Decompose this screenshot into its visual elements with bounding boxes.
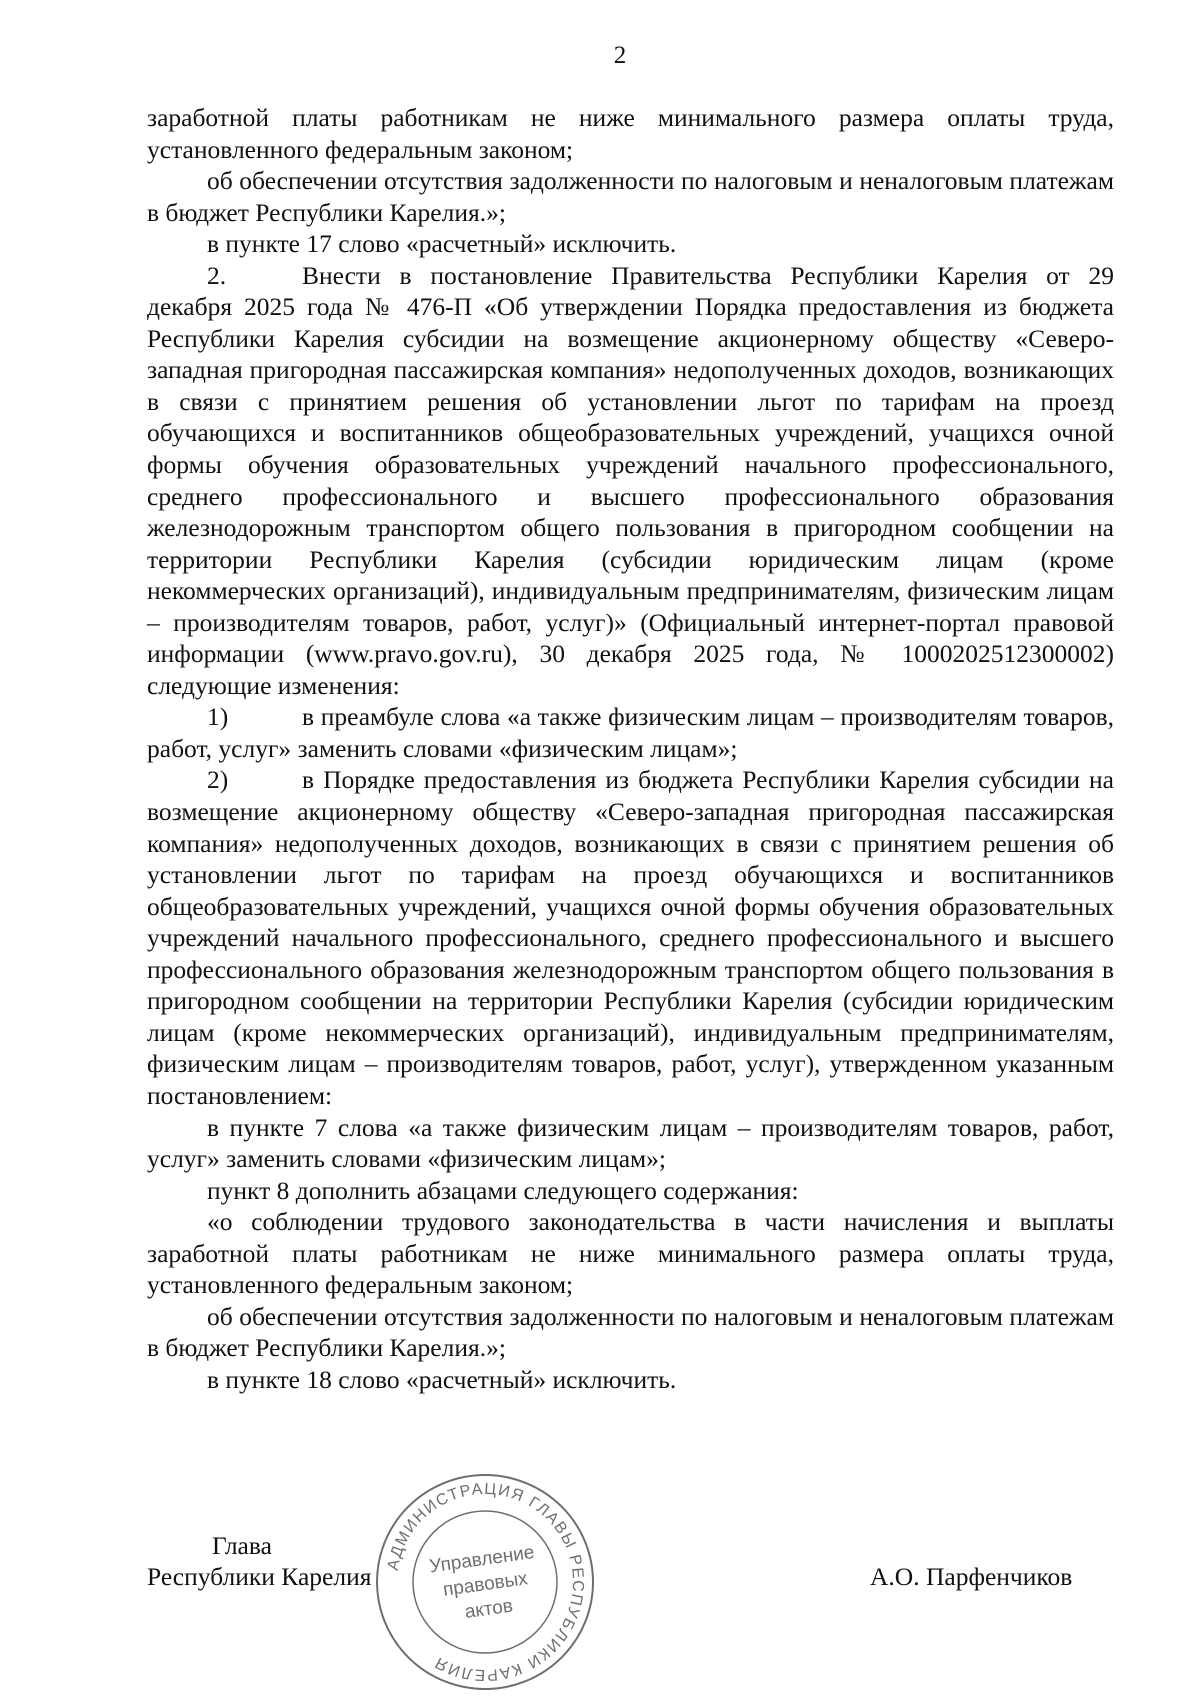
official-stamp bbox=[370, 1470, 600, 1695]
paragraph-text: в пункте 17 слово «расчетный» исключить. bbox=[207, 229, 677, 259]
paragraph-7 bbox=[147, 1175, 1114, 1207]
signatory-name: А.О. Парфенчиков bbox=[870, 1562, 1073, 1591]
paragraph-text: об обеспечении отсутствия задолженности по налоговым и неналоговым платежам в бюджет Республики Карелия.»; bbox=[147, 166, 1114, 227]
paragraph-text: в пункте 7 слова «а также физическим лицам – производителям товаров, работ, услуг» заменить словами «физическим лицам»; bbox=[147, 1112, 1114, 1174]
paragraph-8 bbox=[147, 1206, 1114, 1301]
stamp-line-1: Управление bbox=[428, 1541, 536, 1578]
stamp-outer-text: АДМИНИСТРАЦИЯ ГЛАВЫ РЕСПУБЛИКИ КАРЕЛИЯ bbox=[384, 1480, 587, 1684]
paragraph-text: в преамбуле слова «а также физическим лицам – производителям товаров, работ, услуг» заменить словами «физическим лицам»; bbox=[147, 702, 1114, 763]
stamp-graphic bbox=[370, 1470, 600, 1695]
paragraph-text: в Порядке предоставления из бюджета Республики Карелия субсидии на возмещение акционерному обществу «Северо-западная пригородная пассажирская компания» недополученных доходов, возникающих в связи с принятием решения об установлении льгот по тарифам на проезд обучающихся и воспитанников общеобразовательных учреждений, учащихся очной формы обучения образовательных учреждений начального профессионального, среднего профессионального и высшего профессионального образования железнодорожным транспортом общего пользования в пригородном сообщении на территории Республики Карелия (субсидии юридическим лицам (кроме некоммерческих организаций), индивидуальным предпринимателям, физическим лицам – производителям товаров, работ, услуг), утвержденном указанным постановлением: bbox=[147, 765, 1114, 1110]
page-number: 2 bbox=[613, 42, 627, 69]
paragraph-10 bbox=[147, 1364, 1114, 1396]
paragraph-5 bbox=[147, 764, 1114, 1111]
paragraph-text: «о соблюдении трудового законодательства в части начисления и выплаты заработной платы работникам не ниже минимального размера оплаты труда, установленного федеральным законом; bbox=[147, 1207, 1114, 1300]
paragraph-4 bbox=[147, 701, 1114, 764]
document-body bbox=[147, 102, 1114, 1395]
paragraph-9 bbox=[147, 1301, 1114, 1364]
signatory-title-line2: Республики Карелия bbox=[147, 1562, 372, 1591]
paragraph-text: в пункте 18 слово «расчетный» исключить. bbox=[207, 1364, 677, 1394]
paragraph-text: об обеспечении отсутствия задолженности по налоговым и неналоговым платежам в бюджет Республики Карелия.»; bbox=[147, 1301, 1114, 1363]
stamp-line-3: актов bbox=[463, 1595, 515, 1623]
stamp-line-2: правовых bbox=[441, 1568, 529, 1601]
paragraph-1 bbox=[147, 165, 1114, 228]
paragraph-text: заработной платы работникам не ниже минимального размера оплаты труда, установленного федеральным законом; bbox=[147, 103, 1114, 164]
item-number: 2. bbox=[207, 260, 227, 290]
paragraph-0 bbox=[147, 102, 1114, 165]
signatory-title-line1: Глава bbox=[212, 1531, 272, 1560]
paragraph-2 bbox=[147, 228, 1114, 260]
item-number: 2) bbox=[207, 765, 229, 795]
paragraph-text: пункт 8 дополнить абзацами следующего содержания: bbox=[207, 1175, 799, 1205]
paragraph-3 bbox=[147, 260, 1114, 702]
paragraph-text: Внести в постановление Правительства Республики Карелия от 29 декабря 2025 года № 476-П «Об утверждении Порядка предоставления из бюджета Республики Карелия субсидии на возмещение акционерному обществу «Северо-западная пригородная пассажирская компания» недополученных доходов, возникающих в связи с принятием решения об установлении льгот по тарифам на проезд обучающихся и воспитанников общеобразовательных учреждений, учащихся очной формы обучения образовательных учреждений начального профессионального, среднего профессионального и высшего профессионального образования железнодорожным транспортом общего пользования в пригородном сообщении на территории Республики Карелия (субсидии юридическим лицам (кроме некоммерческих организаций), индивидуальным предпринимателям, физическим лицам – производителям товаров, работ, услуг)» (Официальный интернет-портал правовой информации (www.pravo.gov.ru), 30 декабря 2025 года, № 1000202512300002) следующие изменения: bbox=[147, 260, 1114, 700]
item-number: 1) bbox=[207, 702, 229, 732]
paragraph-6 bbox=[147, 1112, 1114, 1175]
